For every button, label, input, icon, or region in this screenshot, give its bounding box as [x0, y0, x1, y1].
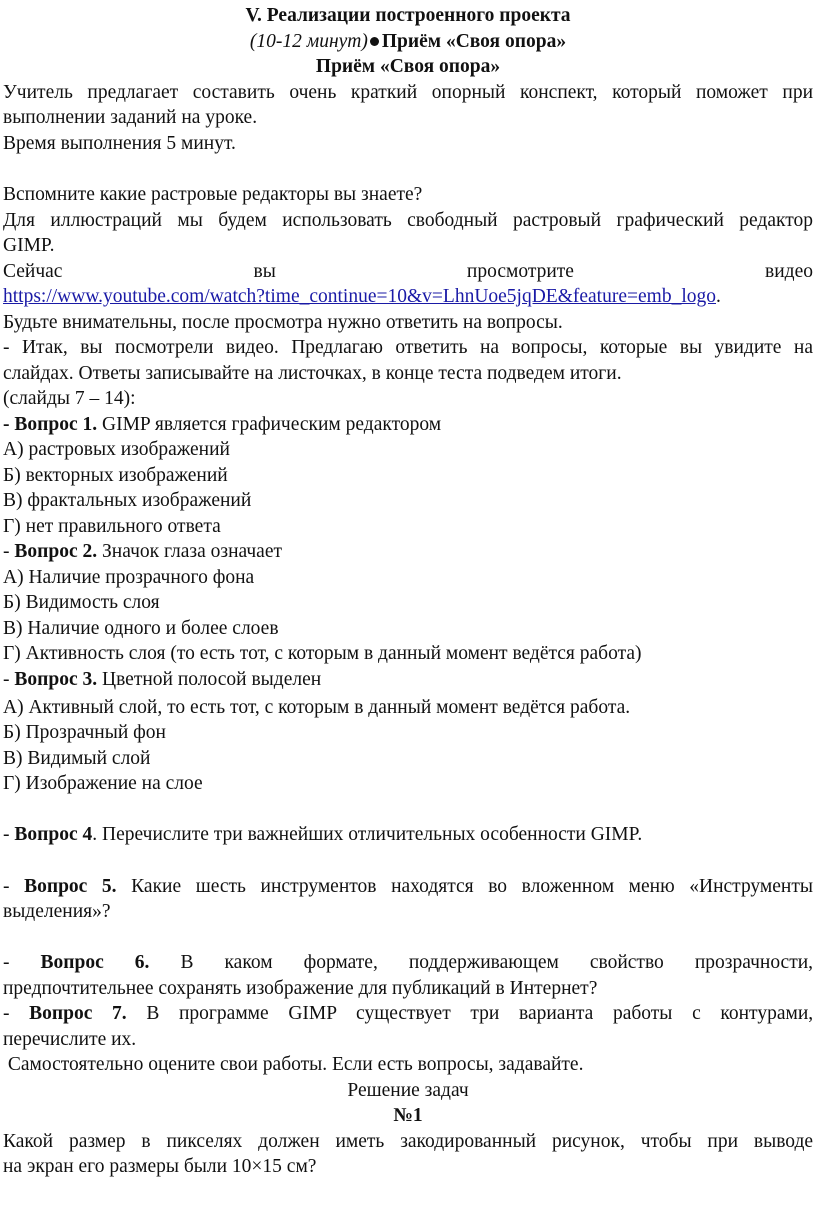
- question-4: - Вопрос 4. Перечислите три важнейших отличительных особенности GIMP.: [3, 824, 643, 845]
- answer-option: А) Активный слой, то есть тот, с которым в данный момент ведётся работа.: [3, 697, 631, 718]
- intro-line: (слайды 7 – 14):: [3, 388, 136, 409]
- intro-line: Время выполнения 5 минут.: [3, 133, 236, 154]
- question-5-cont: выделения»?: [3, 901, 111, 922]
- question-3: - Вопрос 3. Цветной полосой выделен: [3, 669, 322, 690]
- answer-option: Г) нет правильного ответа: [3, 516, 221, 537]
- intro-line: слайдах. Ответы записывайте на листочках, в конце теста подведем итоги.: [3, 363, 622, 384]
- task-text: на экран его размеры были 10×15 см?: [3, 1156, 317, 1177]
- question-2: - Вопрос 2. Значок глаза означает: [3, 541, 283, 562]
- question-7-cont: перечислите их.: [3, 1029, 137, 1050]
- intro-line: - Итак, вы посмотрели видео. Предлагаю ответить на вопросы, которые вы увидите на: [3, 337, 813, 358]
- answer-option: В) фрактальных изображений: [3, 490, 252, 511]
- question-1: - Вопрос 1. GIMP является графическим редактором: [3, 414, 442, 435]
- bullet-icon: [370, 37, 379, 46]
- answer-option: А) Наличие прозрачного фона: [3, 567, 255, 588]
- intro-line: Для иллюстраций мы будем использовать свободный растровый графический редактор: [3, 210, 813, 231]
- intro-line: Сейчас вы просмотрите видео: [3, 261, 814, 282]
- intro-line: Учитель предлагает составить очень краткий опорный конспект, который поможет при: [3, 82, 813, 103]
- technique-name: Приём «Своя опора»: [381, 31, 567, 52]
- task-text: Какой размер в пикселях должен иметь закодированный рисунок, чтобы при выводе: [3, 1131, 814, 1152]
- time-estimate: (10-12 минут): [249, 31, 368, 52]
- intro-line: GIMP.: [3, 235, 55, 256]
- question-7: - Вопрос 7. В программе GIMP существует три варианта работы с контурами,: [3, 1003, 814, 1024]
- answer-option: Г) Изображение на слое: [3, 773, 203, 794]
- section-subheader: [3, 29, 813, 55]
- question-6: - Вопрос 6. В каком формате, поддерживающем свойство прозрачности,: [3, 952, 814, 973]
- answer-option: Б) Прозрачный фон: [3, 722, 166, 743]
- closing-note: Самостоятельно оцените свои работы. Если есть вопросы, задавайте.: [3, 1054, 584, 1075]
- intro-line: Вспомните какие растровые редакторы вы знаете?: [3, 184, 423, 205]
- intro-line: выполнении заданий на уроке.: [3, 107, 258, 128]
- task-number: №1: [393, 1105, 423, 1126]
- question-6-cont: предпочтительнее сохранять изображение для публикаций в Интернет?: [3, 978, 598, 999]
- answer-option: В) Видимый слой: [3, 748, 151, 769]
- answer-option: Б) Видимость слоя: [3, 592, 160, 613]
- answer-option: А) растровых изображений: [3, 439, 230, 460]
- section-title: V. Реализации построенного проекта: [245, 5, 571, 26]
- intro-line: Будьте внимательны, после просмотра нужно ответить на вопросы.: [3, 312, 563, 333]
- answer-option: Г) Активность слоя (то есть тот, с которым в данный момент ведётся работа): [3, 643, 642, 664]
- answer-option: В) Наличие одного и более слоев: [3, 618, 279, 639]
- technique-heading: Приём «Своя опора»: [315, 56, 501, 77]
- video-link[interactable]: https://www.youtube.com/watch?time_continue=10&v=LhnUoe5jqDE&feature=emb_logo: [3, 286, 716, 307]
- tasks-heading: Решение задач: [347, 1080, 469, 1101]
- video-link-line: https://www.youtube.com/watch?time_continue=10&v=LhnUoe5jqDE&feature=emb_logo.: [3, 286, 721, 307]
- answer-option: Б) векторных изображений: [3, 465, 228, 486]
- question-5: - Вопрос 5. Какие шесть инструментов находятся во вложенном меню «Инструменты: [3, 876, 813, 897]
